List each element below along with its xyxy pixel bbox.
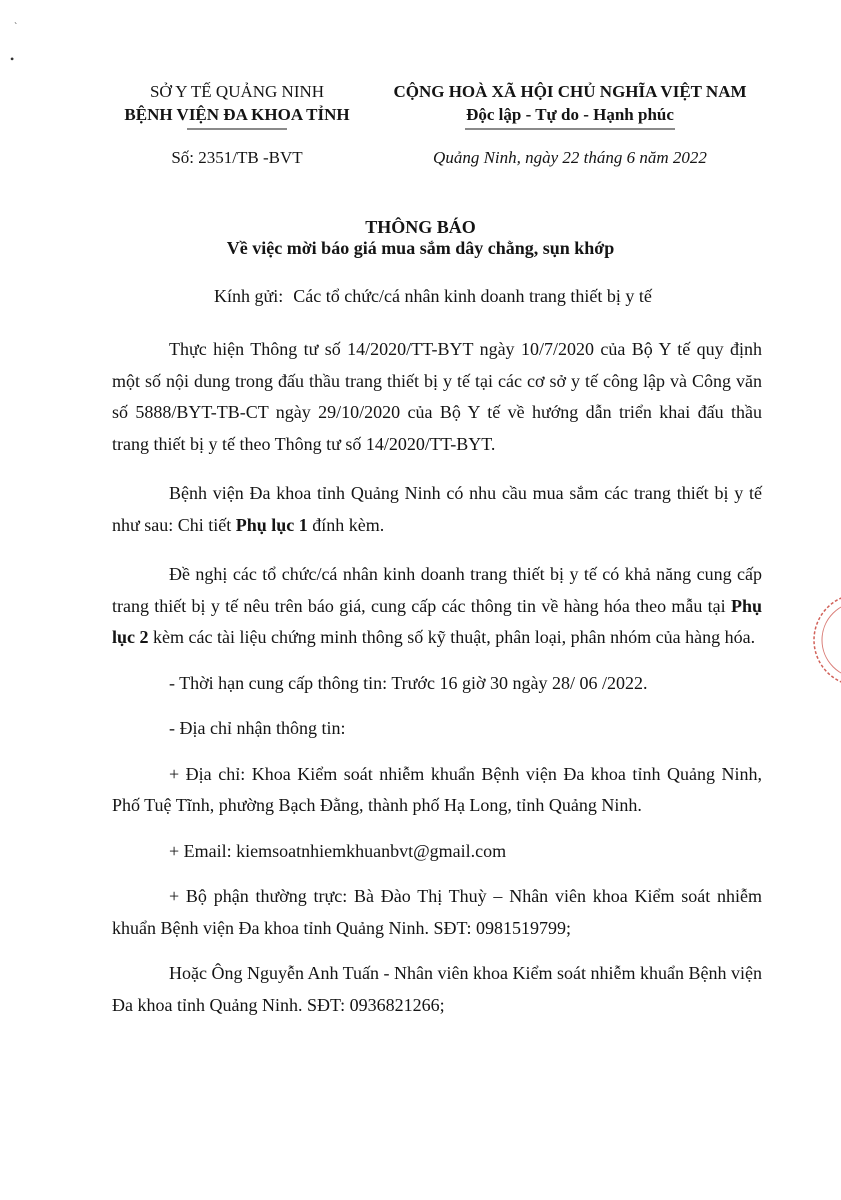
paragraph-procurement-need bbox=[112, 478, 762, 541]
scan-speck: • bbox=[10, 52, 15, 66]
contact-secondary: Hoặc Ông Nguyễn Anh Tuấn - Nhân viên khoa Kiểm soát nhiễm khuẩn Bệnh viện Đa khoa tỉnh Quảng Ninh. SĐT: 0936821266; bbox=[112, 963, 762, 1015]
nation-line-1: CỘNG HOÀ XÃ HỘI CHỦ NGHĨA VIỆT NAM bbox=[393, 82, 747, 101]
paragraph-text: Đề nghị các tổ chức/cá nhân kinh doanh trang thiết bị y tế có khả năng cung cấp trang thiết bị y tế nêu trên báo giá, cung cấp các thông tin về hàng hóa theo mẫu tại bbox=[112, 564, 762, 616]
document-title: THÔNG BÁO bbox=[365, 217, 476, 237]
issuing-organization bbox=[92, 80, 382, 131]
contact-primary: + Bộ phận thường trực: Bà Đào Thị Thuỳ – Nhân viên khoa Kiểm soát nhiễm khuẩn Bệnh viện Đa khoa tỉnh Quảng Ninh. SĐT: 0981519799; bbox=[112, 886, 762, 938]
recipient-line bbox=[214, 286, 652, 307]
email-line: + Email: kiemsoatnhiemkhuanbvt@gmail.com bbox=[169, 840, 507, 861]
paragraph-quotation-request bbox=[112, 559, 762, 654]
national-motto bbox=[370, 80, 770, 131]
nation-line-2: Độc lập - Tự do - Hạnh phúc bbox=[466, 105, 674, 124]
document-number: Số: 2351/TB -BVT bbox=[171, 148, 303, 167]
document-subtitle: Về việc mời báo giá mua sắm dây chằng, sụn khớp bbox=[226, 238, 615, 258]
stamp-mark-partial bbox=[808, 580, 841, 700]
document-body bbox=[112, 334, 762, 1035]
deadline-line: - Thời hạn cung cấp thông tin: Trước 16 giờ 30 ngày 28/ 06 /2022. bbox=[169, 672, 648, 693]
recipient-label: Kính gửi: bbox=[214, 286, 284, 306]
recipient-value: Các tổ chức/cá nhân kinh doanh trang thiết bị y tế bbox=[293, 286, 652, 306]
paragraph-legal-basis: Thực hiện Thông tư số 14/2020/TT-BYT ngày 10/7/2020 của Bộ Y tế quy định một số nội dung trong đấu thầu trang thiết bị y tế tại các cơ sở y tế công lập và Công văn số 5888/BYT-TB-CT ngày 29/10/2020 của Bộ Y tế về hướng dẫn triển khai đấu thầu trang thiết bị y tế theo Thông tư số 14/2020/TT-BYT. bbox=[112, 339, 762, 454]
address-heading: - Địa chỉ nhận thông tin: bbox=[169, 718, 346, 738]
place-and-date: Quảng Ninh, ngày 22 tháng 6 năm 2022 bbox=[433, 148, 707, 167]
org-line-2: BỆNH VIỆN ĐA KHOA TỈNH bbox=[124, 105, 350, 124]
scan-speck: ˋ bbox=[14, 22, 18, 33]
org-line-1: SỞ Y TẾ QUẢNG NINH bbox=[149, 82, 325, 101]
motto-underline bbox=[465, 127, 675, 131]
paragraph-text: kèm các tài liệu chứng minh thông số kỹ thuật, phân loại, phân nhóm của hàng hóa. bbox=[148, 627, 756, 647]
appendix-1-ref: Phụ lục 1 bbox=[235, 514, 308, 535]
paragraph-text: đính kèm. bbox=[307, 514, 385, 535]
org-underline bbox=[187, 127, 287, 131]
address-line: + Địa chỉ: Khoa Kiểm soát nhiễm khuẩn Bệnh viện Đa khoa tỉnh Quảng Ninh, Phố Tuệ Tĩnh, phường Bạch Đằng, thành phố Hạ Long, tỉnh Quảng Ninh. bbox=[112, 763, 762, 815]
appendix-2-ref: Phụ lục 2 bbox=[112, 595, 762, 647]
paragraph-text: Bệnh viện Đa khoa tỉnh Quảng Ninh có nhu cầu mua sắm các trang thiết bị y tế như sau: Chi tiết bbox=[112, 483, 762, 535]
